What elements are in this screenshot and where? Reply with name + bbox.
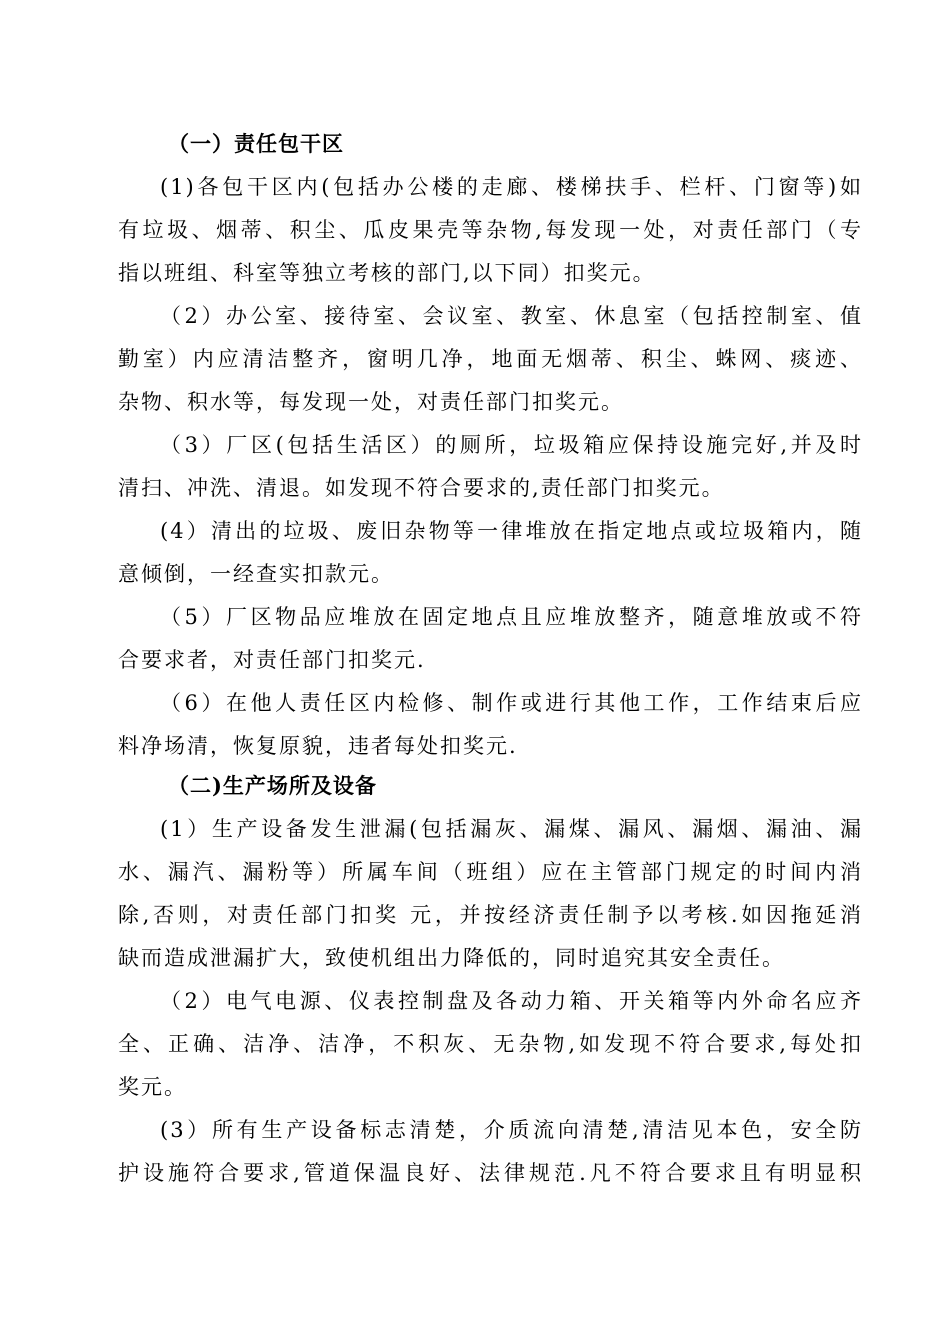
section-heading: （一）责任包干区	[168, 131, 344, 156]
paragraph-line: 除,否则，对责任部门扣奖 元，并按经济责任制予以考核.如因拖延消	[118, 903, 863, 927]
section-heading: （二)生产场所及设备	[168, 773, 377, 798]
paragraph-line: 缺而造成泄漏扩大，致使机组出力降低的，同时追究其安全责任。	[118, 946, 785, 970]
paragraph-line: 杂物、积水等，每发现一处，对责任部门扣奖元。	[118, 390, 624, 414]
paragraph-line: (4）清出的垃圾、废旧杂物等一律堆放在指定地点或垃圾箱内，随	[160, 519, 863, 543]
paragraph-line: 指以班组、科室等独立考核的部门,以下同）扣奖元。	[118, 261, 656, 285]
paragraph-line: 料净场清，恢复原貌，违者每处扣奖元.	[118, 734, 518, 758]
paragraph-line: （5）厂区物品应堆放在固定地点且应堆放整齐，随意堆放或不符	[160, 605, 863, 629]
paragraph-line: （3）厂区(包括生活区）的厕所，垃圾箱应保持设施完好,并及时	[160, 433, 863, 457]
paragraph-line: （2）电气电源、仪表控制盘及各动力箱、开关箱等内外命名应齐	[160, 989, 863, 1013]
paragraph-line: 护设施符合要求,管道保温良好、法律规范.凡不符合要求且有明显积	[118, 1161, 863, 1185]
paragraph-line: (1）生产设备发生泄漏(包括漏灰、漏煤、漏风、漏烟、漏油、漏	[160, 817, 863, 841]
paragraph-line: （6）在他人责任区内检修、制作或进行其他工作，工作结束后应	[160, 691, 863, 715]
paragraph-line: 奖元。	[118, 1075, 187, 1099]
paragraph-line: 全、正确、洁净、洁净，不积灰、无杂物,如发现不符合要求,每处扣	[118, 1032, 863, 1056]
paragraph-line: 意倾倒，一经查实扣款元。	[118, 562, 394, 586]
paragraph-line: 有垃圾、烟蒂、积尘、瓜皮果壳等杂物,每发现一处，对责任部门（专	[118, 218, 863, 242]
paragraph-line: （2）办公室、接待室、会议室、教室、休息室（包括控制室、值	[160, 304, 863, 328]
paragraph-line: 水、漏汽、漏粉等）所属车间（班组）应在主管部门规定的时间内消	[118, 860, 863, 884]
paragraph-line: 勤室）内应清洁整齐，窗明几净，地面无烟蒂、积尘、蛛网、痰迹、	[118, 347, 863, 371]
paragraph-line: (1)各包干区内(包括办公楼的走廊、楼梯扶手、栏杆、门窗等)如	[160, 175, 863, 199]
paragraph-line: 合要求者，对责任部门扣奖元.	[118, 648, 426, 672]
paragraph-line: 清扫、冲洗、清退。如发现不符合要求的,责任部门扣奖元。	[118, 476, 725, 500]
paragraph-line: (3）所有生产设备标志清楚，介质流向清楚,清洁见本色，安全防	[160, 1118, 863, 1142]
